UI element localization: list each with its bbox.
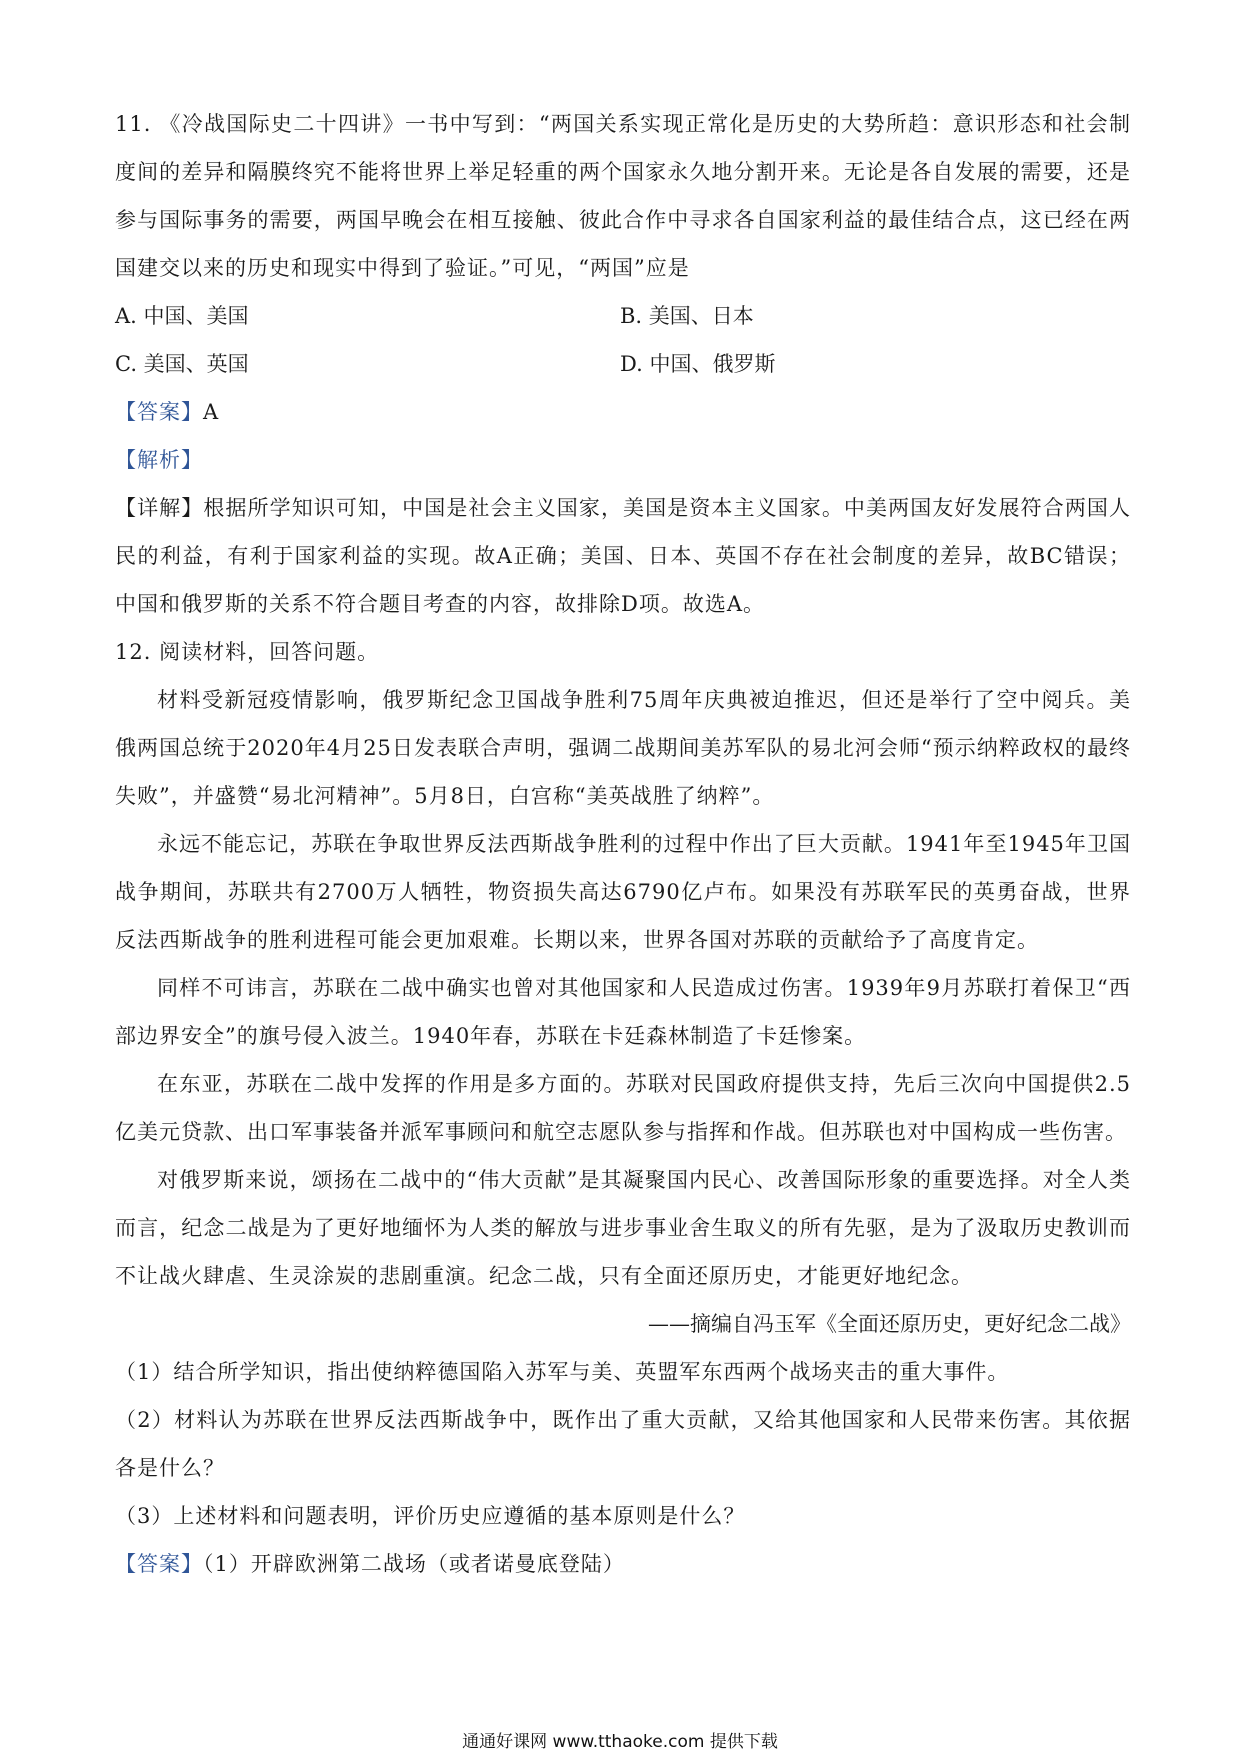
q11-options-row-1 — [115, 292, 1131, 340]
q12-title: 12. 阅读材料，回答问题。 — [115, 640, 380, 664]
q12-answer — [115, 1540, 1131, 1588]
answer-tag: 【答案】 — [115, 400, 203, 424]
q11-option-d: D. 中国、俄罗斯 — [620, 352, 776, 376]
q11-detail — [115, 484, 1131, 628]
answer-tag: 【答案】 — [115, 1552, 203, 1576]
q11-option-c: C. 美国、英国 — [115, 352, 249, 376]
q11-stem: 11. 《冷战国际史二十四讲》一书中写到：“两国关系实现正常化是历史的大势所趋：意识形态和社会制度间的差异和隔膜终究不能将世界上举足轻重的两个国家永久地分割开来。无论是各自发展的需要，还是参与国际事务的需要，两国早晚会在相互接触、彼此合作中寻求各自国家利益的最佳结合点，这已经在两国建交以来的历史和现实中得到了验证。”可见，“两国”应是 — [115, 112, 1131, 280]
analysis-tag: 【解析】 — [115, 448, 203, 472]
q11-options-row-2 — [115, 340, 1131, 388]
q12-material-paragraph: 对俄罗斯来说，颂扬在二战中的“伟大贡献”是其凝聚国内民心、改善国际形象的重要选择。对全人类而言，纪念二战是为了更好地缅怀为人类的解放与进步事业舍生取义的所有先驱，是为了汲取历史教训而不让战火肆虐、生灵涂炭的悲剧重演。纪念二战，只有全面还原历史，才能更好地纪念。 — [115, 1168, 1131, 1288]
q12-material-paragraph: 材料受新冠疫情影响，俄罗斯纪念卫国战争胜利75周年庆典被迫推迟，但还是举行了空中阅兵。美俄两国总统于2020年4月25日发表联合声明，强调二战期间美苏军队的易北河会师“预示纳粹政权的最终失败”，并盛赞“易北河精神”。5月8日，白宫称“美英战胜了纳粹”。 — [115, 688, 1131, 808]
q12-material-paragraph: 永远不能忘记，苏联在争取世界反法西斯战争胜利的过程中作出了巨大贡献。1941年至1945年卫国战争期间，苏联共有2700万人牺牲，物资损失高达6790亿卢布。如果没有苏联军民的英勇奋战，世界 反法西斯战争的胜利进程可能会更加艰难。长期以来，世界各国对苏联的贡献给予了高度肯定。 — [115, 832, 1131, 952]
q11-answer-value: A — [203, 400, 220, 424]
q12-question-2: （2）材料认为苏联在世界反法西斯战争中，既作出了重大贡献，又给其他国家和人民带来伤害。其依据各是什么？ — [115, 1408, 1131, 1480]
q11-answer — [115, 388, 1131, 436]
document-page — [115, 100, 1131, 1588]
q12-question-1: （1）结合所学知识，指出使纳粹德国陷入苏军与美、英盟军东西两个战场夹击的重大事件。 — [115, 1360, 1010, 1384]
q11-option-a: A. 中国、美国 — [115, 304, 249, 328]
detail-tag: 【详解】 — [115, 496, 204, 520]
q11-analysis — [115, 436, 1131, 484]
q11-option-b: B. 美国、日本 — [620, 304, 754, 328]
page-footer: 通通好课网 www.tthaoke.com 提供下载 — [462, 1732, 778, 1752]
q12-material-paragraph: 在东亚，苏联在二战中发挥的作用是多方面的。苏联对民国政府提供支持，先后三次向中国提供2.5亿美元贷款、出口军事装备并派军事顾问和航空志愿队参与指挥和作战。但苏联也对中国构成一些伤害。 — [115, 1072, 1131, 1144]
q12-question-3: （3）上述材料和问题表明，评价历史应遵循的基本原则是什么？ — [115, 1504, 746, 1528]
q12-material-paragraph: 同样不可讳言，苏联在二战中确实也曾对其他国家和人民造成过伤害。1939年9月苏联打着保卫“西部边界安全”的旗号侵入波兰。1940年春，苏联在卡廷森林制造了卡廷惨案。 — [115, 976, 1131, 1048]
q12-answer-text: （1）开辟欧洲第二战场（或者诺曼底登陆） — [203, 1552, 625, 1576]
q12-source: ——摘编自冯玉军《全面还原历史，更好纪念二战》 — [648, 1312, 1131, 1336]
q11-detail-text: 根据所学知识可知，中国是社会主义国家，美国是资本主义国家。中美两国友好发展符合两国人民的利益，有利于国家利益的实现。故A正确；美国、日本、英国不存在社会制度的差异，故BC错误；中国和俄罗斯的关系不符合题目考查的内容，故排除D项。故选A。 — [115, 496, 1131, 616]
